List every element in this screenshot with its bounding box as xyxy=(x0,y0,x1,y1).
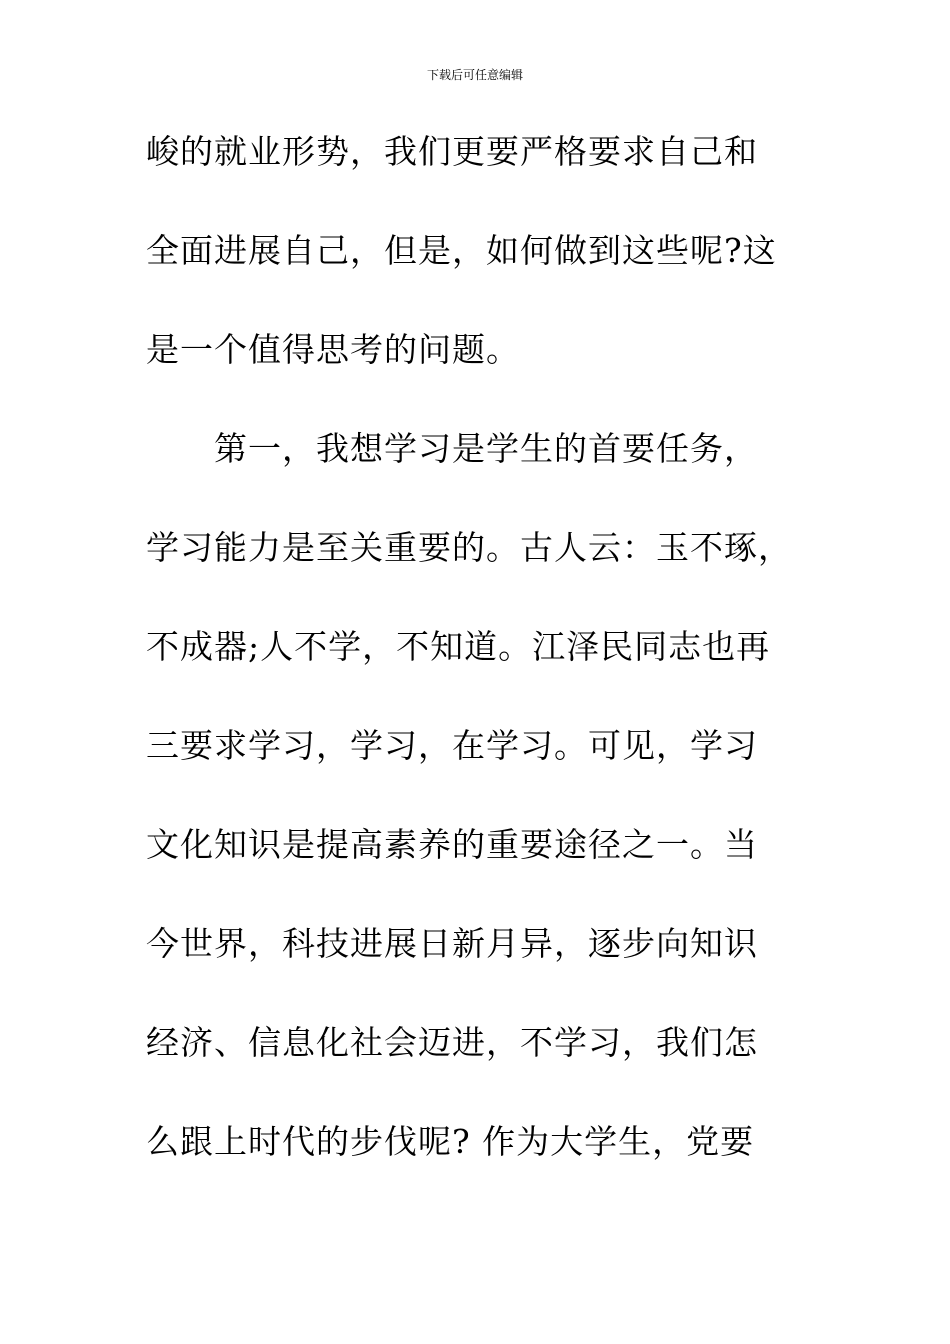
page-header: 下载后可任意编辑 xyxy=(426,68,523,82)
text-line: 是一个值得思考的问题。 xyxy=(146,330,520,369)
text-line: 今世界，科技进展日新月异，逐步向知识 xyxy=(146,924,758,963)
text-line: 经济、信息化社会迈进，不学习，我们怎 xyxy=(146,1023,758,1062)
text-line: 么跟上时代的步伐呢? 作为大学生，党要 xyxy=(146,1122,755,1161)
paragraph-first-line: 第一，我想学习是学生的首要任务， xyxy=(214,429,758,468)
text-line: 全面进展自己，但是，如何做到这些呢?这 xyxy=(146,231,777,270)
text-line: 峻的就业形势，我们更要严格要求自己和 xyxy=(146,132,758,171)
text-line: 不成器;人不学，不知道。江泽民同志也再 xyxy=(146,627,771,666)
body-text xyxy=(146,122,846,1211)
text-line: 文化知识是提高素养的重要途径之一。当 xyxy=(146,825,758,864)
text-line: 学习能力是至关重要的。古人云：玉不琢， xyxy=(146,528,792,567)
text-line: 三要求学习，学习，在学习。可见，学习 xyxy=(146,726,758,765)
